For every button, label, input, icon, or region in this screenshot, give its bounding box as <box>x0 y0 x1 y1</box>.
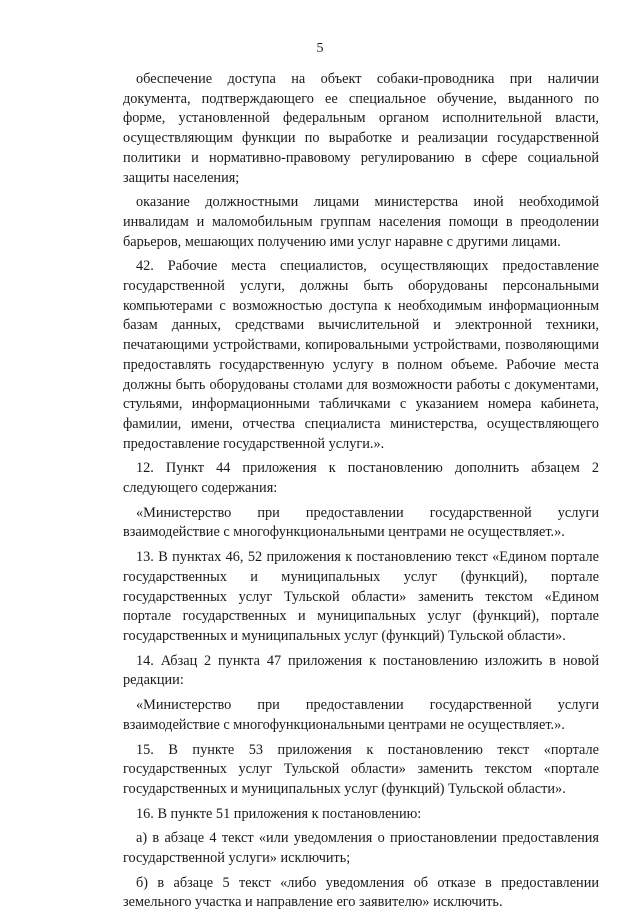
paragraph-guide-dog-access: обеспечение доступа на объект собаки-проводника при наличии документа, подтверждающего ее специальное обучение, выданного по форме, установленной федеральным органом исполнительной власти, осуществляющим функции по выработке и реализации государственной политики и нормативно-правовому регулированию в сфере социальной защиты населения; <box>123 71 599 186</box>
paragraph-amendment-13: 13. В пунктах 46, 52 приложения к постановлению текст «Едином портале государственных и муниципальных услуг (функций), портале государственных услуг Тульской области» заменить текстом «Едином портале государственных и муниципальных услуг (функций), портале государственных и муниципальных услуг (функций) Тульской области». <box>123 549 599 644</box>
paragraph-quote-ministry-2: «Министерство при предоставлении государственной услуги взаимодействие с многофункциональными центрами не осуществляет.». <box>123 697 599 733</box>
paragraph-amendment-16: 16. В пункте 51 приложения к постановлению: <box>136 805 422 822</box>
paragraph-amendment-14: 14. Абзац 2 пункта 47 приложения к постановлению изложить в новой редакции: <box>123 652 599 689</box>
paragraph-officials-assistance: оказание должностными лицами министерства иной необходимой инвалидам и маломобильным группам населения помощи в преодолении барьеров, мешающих получению ими услуг наравне с другими лицами. <box>123 194 599 250</box>
page-number: 5 <box>316 41 324 56</box>
paragraph-amendment-12: 12. Пункт 44 приложения к постановлению дополнить абзацем 2 следующего содержания: <box>123 460 599 497</box>
document-body <box>123 70 599 913</box>
paragraph-quote-ministry-1: «Министерство при предоставлении государственной услуги взаимодействие с многофункциональными центрами не осуществляет.». <box>123 504 599 541</box>
paragraph-subitem-b: б) в абзаце 5 текст «либо уведомления об отказе в предоставлении земельного участка и направление его заявителю» исключить. <box>123 874 599 911</box>
paragraph-amendment-15: 15. В пункте 53 приложения к постановлению текст «портале государственных услуг Тульской области» заменить текстом «портале государственных и муниципальных услуг (функций) Тульской области». <box>123 741 599 797</box>
paragraph-item-42-workplaces: 42. Рабочие места специалистов, осуществляющих предоставление государственной услуги, должны быть оборудованы персональными компьютерами с возможностью доступа к необходимым информационным базам данных, средствами вычислительной и электронной техники, печатающими устройствами, копировальными устройствами, позволяющими предоставлять государственную услугу в полном объеме. Рабочие места должны быть оборудованы столами для возможности работы с документами, стульями, информационными табличками с указанием номера кабинета, фамилии, имени, отчества специалиста министерства, осуществляющего предоставление государственной услуги.». <box>123 258 599 452</box>
paragraph-subitem-a: а) в абзаце 4 текст «или уведомления о приостановлении предоставления государственной услуги» исключить; <box>123 830 599 867</box>
